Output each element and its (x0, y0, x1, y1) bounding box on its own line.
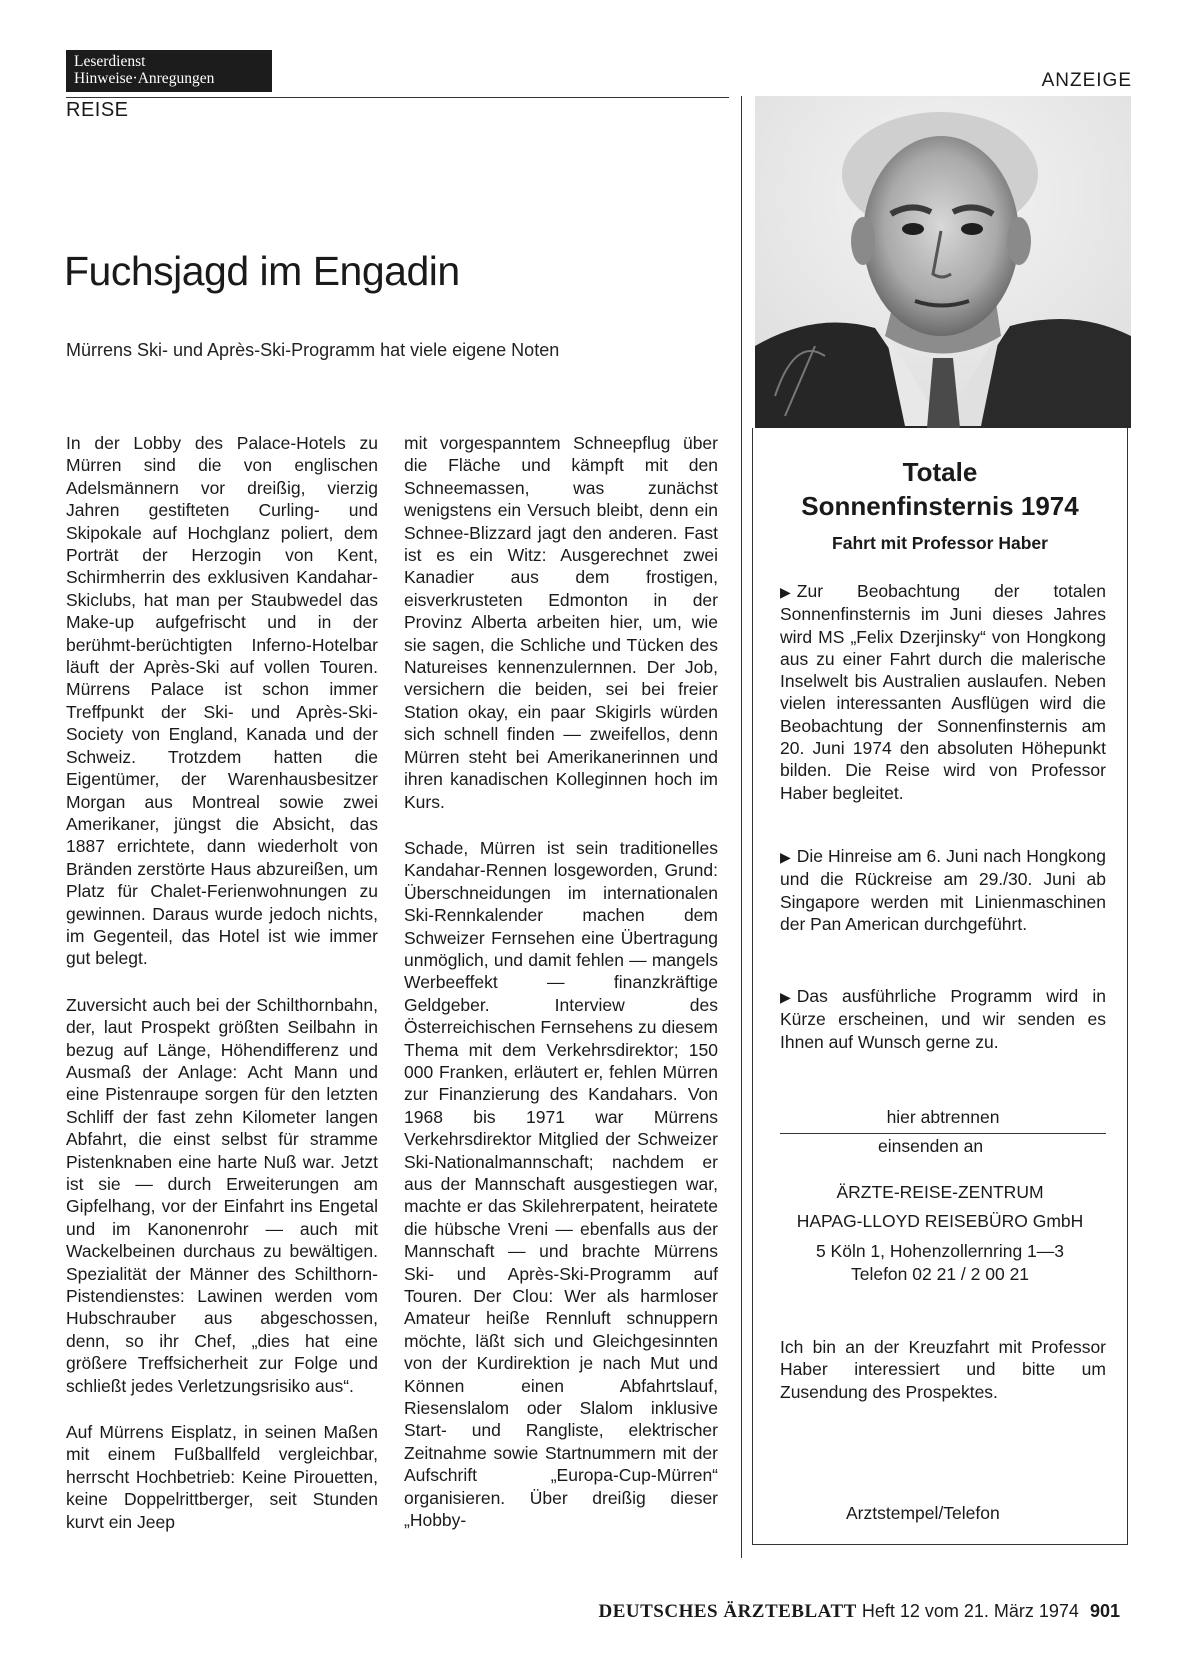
column-divider (741, 96, 742, 1558)
cut-here-label: hier abtrennen (886, 1107, 1000, 1127)
badge-line1: Leserdienst (74, 53, 146, 70)
leserdienst-badge (66, 50, 272, 92)
ad-paragraph-2 (780, 845, 1106, 935)
ad-paragraph-3 (780, 985, 1106, 1053)
cut-line (780, 1133, 1106, 1134)
page-footer (599, 1601, 1121, 1623)
ad-paragraph-text: Die Hinreise am 6. Juni nach Hongkong und die Rückreise am 29./30. Juni ab Singapore werden mit Linienmaschinen der Pan American durchgeführt. (780, 846, 1106, 934)
ad-subtitle: Fahrt mit Professor Haber (832, 533, 1048, 553)
article-headline: Fuchsjagd im Engadin (64, 248, 460, 294)
article-paragraph: In der Lobby des Palace-Hotels zu Mürren sind die von englischen Adelsmännern vor dreißig, vierzig Jahren gestifteten Curling- und Skipokale auf Hochglanz poliert, dem Porträt der Herzogin von Kent, Schirmherrin des exklusiven Kandahar-Skiclubs, hat man per Staubwedel das Make-up aufgefrischt und in der berühmt-berüchtigten Inferno-Hotelbar läuft der Après-Ski auf vollen Touren. Mürrens Palace ist schon immer Treffpunkt der Ski- und Après-Ski-Society von England, Kanada und der Schweiz. Trotzdem hatten die Eigentümer, der Warenhausbesitzer Morgan aus Montreal sowie zwei Amerikaner, jüngst die Absicht, das 1887 errichtete, dann wiederholt von Bränden zerstörte Haus abzureißen, um Platz für Chalet-Ferienwohnungen zu gewinnen. Daraus wurde jedoch nichts, im Gegenteil, das Hotel ist wie immer gut belegt. (66, 433, 378, 969)
header-rule (66, 97, 729, 98)
article-column-2 (404, 432, 718, 1556)
article-paragraph: mit vorgespanntem Schneepflug über die Fläche und kämpft mit den Schneemassen, was zunächst wenigstens ein Versuch bleibt, denn ein Schnee-Blizzard jagt den anderen. Fast ist es ein Witz: Ausgerechnet zwei Kanadier aus dem frostigen, eisverkrusteten Edmonton in der Provinz Alberta arbeiten hier, um, wie sie sagen, die Schliche und Tücken des Natureises kennenzulernnen. Der Job, versichern die beiden, sei bei freier Station okay, ein paar Skigirls würden sich schnell finden — zweifellos, denn Mürren steht bei Amerikanerinnen und ihren kanadischen Kolleginnen hoch im Kurs. (404, 433, 718, 812)
section-label: REISE (66, 99, 129, 121)
article-paragraph: Auf Mürrens Eisplatz, in seinen Maßen mit einem Fußballfeld vergleichbar, herrscht Hochbetrieb: Keine Pirouetten, keine Doppelrittberger, seit Stunden kurvt ein Jeep (66, 1422, 378, 1532)
article-paragraph: Schade, Mürren ist sein traditionelles Kandahar-Rennen losgeworden, Grund: Überschneidungen im internationalen Ski-Rennkalender machen dem Schweizer Fernsehen eine Übertragung unmöglich, und damit fehlen — mangels Werbeeffekt — finanzkräftige Geldgeber. Interview des Österreichischen Fernsehens zu diesem Thema mit dem Verkehrsdirektor; 150 000 Franken, erläutert er, fehlen Mürren zur Finanzierung des Kandahars. Von 1968 bis 1971 war Mürrens Verkehrsdirektor Mitglied der Schweizer Ski-Nationalmannschaft; nachdem er aus der Mannschaft ausgestiegen war, machte er das Skilehrerpatent, heiratete die hübsche Vreni — ebenfalls aus der Mannschaft — und brachte Mürrens Ski- und Après-Ski-Programm auf Touren. Der Clou: Wer als harmloser Amateur heiße Rennluft schnuppern möchte, läßt sich und Gleichgesinnten von der Kurdirektion je nach Mut und Können einen Abfahrtslauf, Riesenslalom oder Slalom inklusive Start- und Rangliste, elektrischer Zeitnahme sowie Startnummern mit der Aufschrift „Europa-Cup-Mürren“ organisieren. Über dreißig dieser „Hobby- (404, 837, 718, 1531)
ad-paragraph-text: Das ausführliche Programm wird in Kürze erscheinen, und wir senden es Ihnen auf Wunsch gerne zu. (780, 986, 1106, 1052)
ad-title-line1: Totale (902, 457, 978, 487)
interest-statement: Ich bin an der Kreuzfahrt mit Professor Haber interessiert und bitte um Zusendung des Prospektes. (780, 1337, 1106, 1402)
page-number: 901 (1089, 1601, 1120, 1621)
article-paragraph: Zuversicht auch bei der Schilthornbahn, der, laut Prospekt größten Seilbahn in bezug auf Länge, Höhendifferenz und Ausmaß der Anlage: Acht Mann und eine Pistenraupe sorgen für den letzten Schliff der fast zehn Kilometer langen Abfahrt, die einst selbst für stramme Pistenknaben eine harte Nuß war. Jetzt ist sie — durch Erweiterungen am Gipfelhang, vor der Einfahrt ins Engetal und im Kanonenrohr — auch mit Wackelbeinen durchaus zu bewältigen. Spezialität der Männer des Schilthorn-Pistendienstes: Lawinen werden vom Hubschrauber aus abgeschossen, denn, so ihr Chef, „dies hat eine größere Treffsicherheit zur Folge und schließt jedes Verletzungsrisiko aus“. (66, 994, 378, 1396)
article-subheadline: Mürrens Ski- und Après-Ski-Programm hat viele eigene Noten (66, 340, 560, 360)
triangle-bullet-icon: ▶ (780, 849, 791, 865)
triangle-bullet-icon: ▶ (780, 989, 791, 1005)
ad-paragraph-1 (780, 580, 1106, 804)
stamp-label: Arztstempel/Telefon (846, 1503, 1000, 1523)
ad-label: ANZEIGE (1041, 70, 1132, 91)
address-line-2: HAPAG-LLOYD REISEBÜRO GmbH (796, 1211, 1084, 1231)
ad-title (752, 455, 1128, 523)
article-column-1 (66, 432, 378, 1557)
badge-line2: Hinweise·Anregungen (74, 70, 215, 87)
professor-portrait-photo (755, 96, 1131, 428)
magazine-name: DEUTSCHES ÄRZTEBLATT (598, 1601, 857, 1622)
triangle-bullet-icon: ▶ (780, 584, 791, 600)
send-to-label: einsenden an (878, 1136, 984, 1156)
address-phone: Telefon 02 21 / 2 00 21 (850, 1264, 1030, 1284)
ad-title-line2: Sonnenfinsternis 1974 (801, 491, 1079, 521)
ad-paragraph-text: Zur Beobachtung der totalen Sonnenfinsternis im Juni dieses Jahres wird MS „Felix Dzerjinsky“ von Hongkong aus zu einer Fahrt durch die malerische Inselwelt bis Australien auslaufen. Neben vielen interessanten Ausflügen wird die Beobachtung der Sonnenfinsternis am 20. Juni 1974 den absoluten Höhepunkt bilden. Die Reise wird von Professor Haber begleitet. (780, 581, 1106, 803)
address-line-1: ÄRZTE-REISE-ZENTRUM (836, 1182, 1044, 1202)
address-line-3: 5 Köln 1, Hohenzollernring 1—3 (815, 1241, 1065, 1261)
issue-info: Heft 12 vom 21. März 1974 (861, 1601, 1079, 1621)
